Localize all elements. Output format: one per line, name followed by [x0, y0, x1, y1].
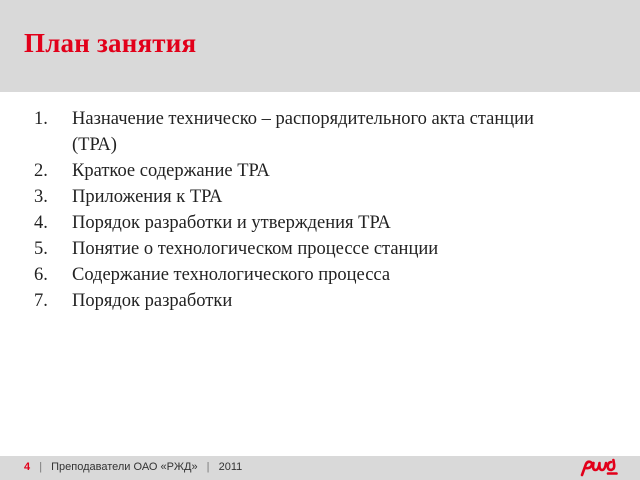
agenda-item-text: Назначение техническо – распорядительного акта станции (ТРА) — [72, 109, 534, 155]
agenda-item-number: 5. — [34, 239, 48, 259]
rzd-logo-icon — [578, 458, 620, 478]
agenda-item-text: Приложения к ТРА — [72, 187, 223, 207]
agenda-item — [34, 262, 554, 288]
agenda-item-number: 3. — [34, 187, 48, 207]
agenda-item-text: Порядок разработки — [72, 291, 233, 311]
footer-line — [24, 461, 242, 473]
agenda-item — [34, 210, 554, 236]
agenda-item-number: 1. — [34, 109, 48, 129]
footer-separator: | — [206, 461, 210, 473]
agenda-item — [34, 288, 554, 314]
agenda-item-text: Краткое содержание ТРА — [72, 161, 270, 181]
footer-organization: Преподаватели ОАО «РЖД» — [51, 461, 198, 473]
agenda-item — [34, 236, 554, 262]
agenda-item — [34, 106, 554, 158]
agenda-list — [34, 106, 554, 314]
agenda-item-number: 4. — [34, 213, 48, 233]
page-number: 4 — [24, 461, 31, 473]
agenda-item-number: 6. — [34, 265, 48, 285]
agenda-item-text: Порядок разработки и утверждения ТРА — [72, 213, 391, 233]
footer-year: 2011 — [218, 461, 243, 473]
agenda-item-number: 7. — [34, 291, 48, 311]
agenda-item-text: Содержание технологического процесса — [72, 265, 391, 285]
agenda-item — [34, 158, 554, 184]
agenda-item-text: Понятие о технологическом процессе станции — [72, 239, 439, 259]
footer-separator: | — [39, 461, 43, 473]
agenda-item — [34, 184, 554, 210]
slide-title: План занятия — [24, 28, 197, 58]
agenda-item-number: 2. — [34, 161, 48, 181]
